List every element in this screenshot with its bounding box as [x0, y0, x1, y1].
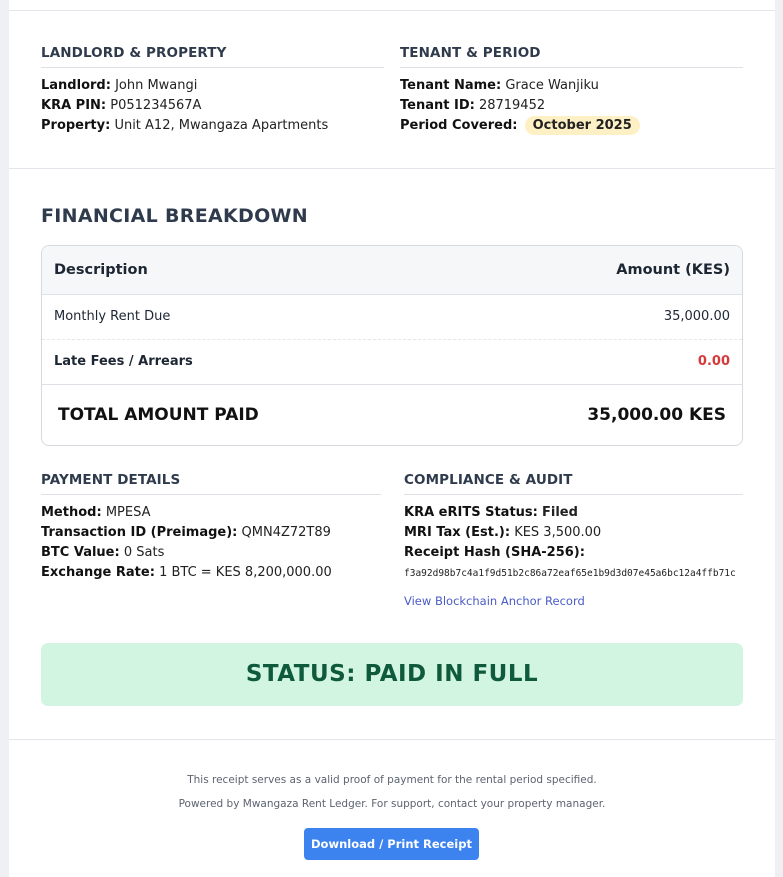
header-description: Description	[54, 262, 148, 278]
footer-powered-by: Powered by Mwangaza Rent Ledger. For support, contact your property manager.	[178, 798, 606, 810]
exchange-rate-field	[41, 563, 332, 583]
mri-tax-field	[404, 523, 601, 543]
table-header	[42, 246, 742, 295]
tenant-id-field	[400, 96, 545, 116]
tenant-name-label: Tenant Name:	[400, 78, 502, 93]
footer-notice: This receipt serves as a valid proof of payment for the rental period specified.	[187, 774, 597, 786]
section-divider	[9, 168, 775, 169]
property-value: Unit A12, Mwangaza Apartments	[114, 118, 329, 133]
footer-divider	[9, 739, 775, 740]
method-value: MPESA	[105, 505, 151, 520]
method-field	[41, 503, 150, 523]
table-row	[42, 340, 742, 385]
period-field	[400, 116, 640, 136]
receipt-hash-label: Receipt Hash (SHA-256):	[404, 545, 585, 560]
total-label: TOTAL AMOUNT PAID	[58, 405, 259, 425]
receipt-hash-value: f3a92d98b7c4a1f9d51b2c86a72eaf65e1b9d3d07e45a6bc12a4ffb71c	[404, 568, 736, 579]
exchange-rate-value: 1 BTC = KES 8,200,000.00	[159, 565, 332, 580]
receipt-hash-field	[404, 543, 585, 563]
compliance-section-title: COMPLIANCE & AUDIT	[404, 472, 573, 488]
row-amount: 35,000.00	[663, 309, 730, 324]
tenant-section-rule	[400, 67, 743, 68]
property-field	[41, 116, 328, 136]
tenant-name-value: Grace Wanjiku	[505, 78, 599, 93]
btc-value-label: BTC Value:	[41, 545, 120, 560]
table-row	[42, 295, 742, 340]
payment-section-rule	[41, 494, 381, 495]
tenant-name-field	[400, 76, 599, 96]
row-description: Monthly Rent Due	[54, 309, 171, 324]
download-print-receipt-button[interactable]: Download / Print Receipt	[304, 828, 479, 860]
top-divider	[9, 10, 775, 11]
header-amount: Amount (KES)	[616, 262, 730, 278]
landlord-label: Landlord:	[41, 78, 111, 93]
compliance-section-rule	[404, 494, 743, 495]
property-label: Property:	[41, 118, 111, 133]
landlord-section-title: LANDLORD & PROPERTY	[41, 45, 227, 61]
status-text: STATUS: PAID IN FULL	[245, 661, 539, 687]
landlord-section-rule	[41, 67, 384, 68]
transaction-id-label: Transaction ID (Preimage):	[41, 525, 238, 540]
blockchain-anchor-link[interactable]: View Blockchain Anchor Record	[404, 594, 585, 608]
landlord-value: John Mwangi	[115, 78, 198, 93]
tenant-id-label: Tenant ID:	[400, 98, 475, 113]
landlord-field	[41, 76, 197, 96]
status-banner	[41, 643, 743, 706]
mri-tax-value: KES 3,500.00	[514, 525, 602, 540]
period-label: Period Covered:	[400, 118, 518, 133]
transaction-id-value: QMN4Z72T89	[241, 525, 331, 540]
btc-value-field	[41, 543, 164, 563]
tenant-id-value: 28719452	[478, 98, 546, 113]
exchange-rate-label: Exchange Rate:	[41, 565, 155, 580]
transaction-id-field	[41, 523, 331, 543]
mri-tax-label: MRI Tax (Est.):	[404, 525, 511, 540]
kra-pin-value: P051234567A	[110, 98, 202, 113]
btc-value-value: 0 Sats	[123, 545, 165, 560]
method-label: Method:	[41, 505, 102, 520]
total-value: 35,000.00 KES	[587, 405, 726, 425]
row-description: Late Fees / Arrears	[54, 354, 193, 369]
tenant-section-title: TENANT & PERIOD	[400, 45, 541, 61]
erits-status-value: Filed	[542, 505, 578, 520]
financial-breakdown-title: FINANCIAL BREAKDOWN	[41, 205, 308, 227]
payment-section-title: PAYMENT DETAILS	[41, 472, 181, 488]
kra-pin-field	[41, 96, 201, 116]
row-amount: 0.00	[697, 354, 730, 369]
kra-pin-label: KRA PIN:	[41, 98, 107, 113]
receipt-card	[9, 0, 775, 877]
financial-table	[41, 245, 743, 446]
erits-status-field	[404, 503, 578, 523]
period-badge: October 2025	[525, 116, 640, 135]
total-row	[42, 385, 742, 445]
erits-status-label: KRA eRITS Status:	[404, 505, 538, 520]
